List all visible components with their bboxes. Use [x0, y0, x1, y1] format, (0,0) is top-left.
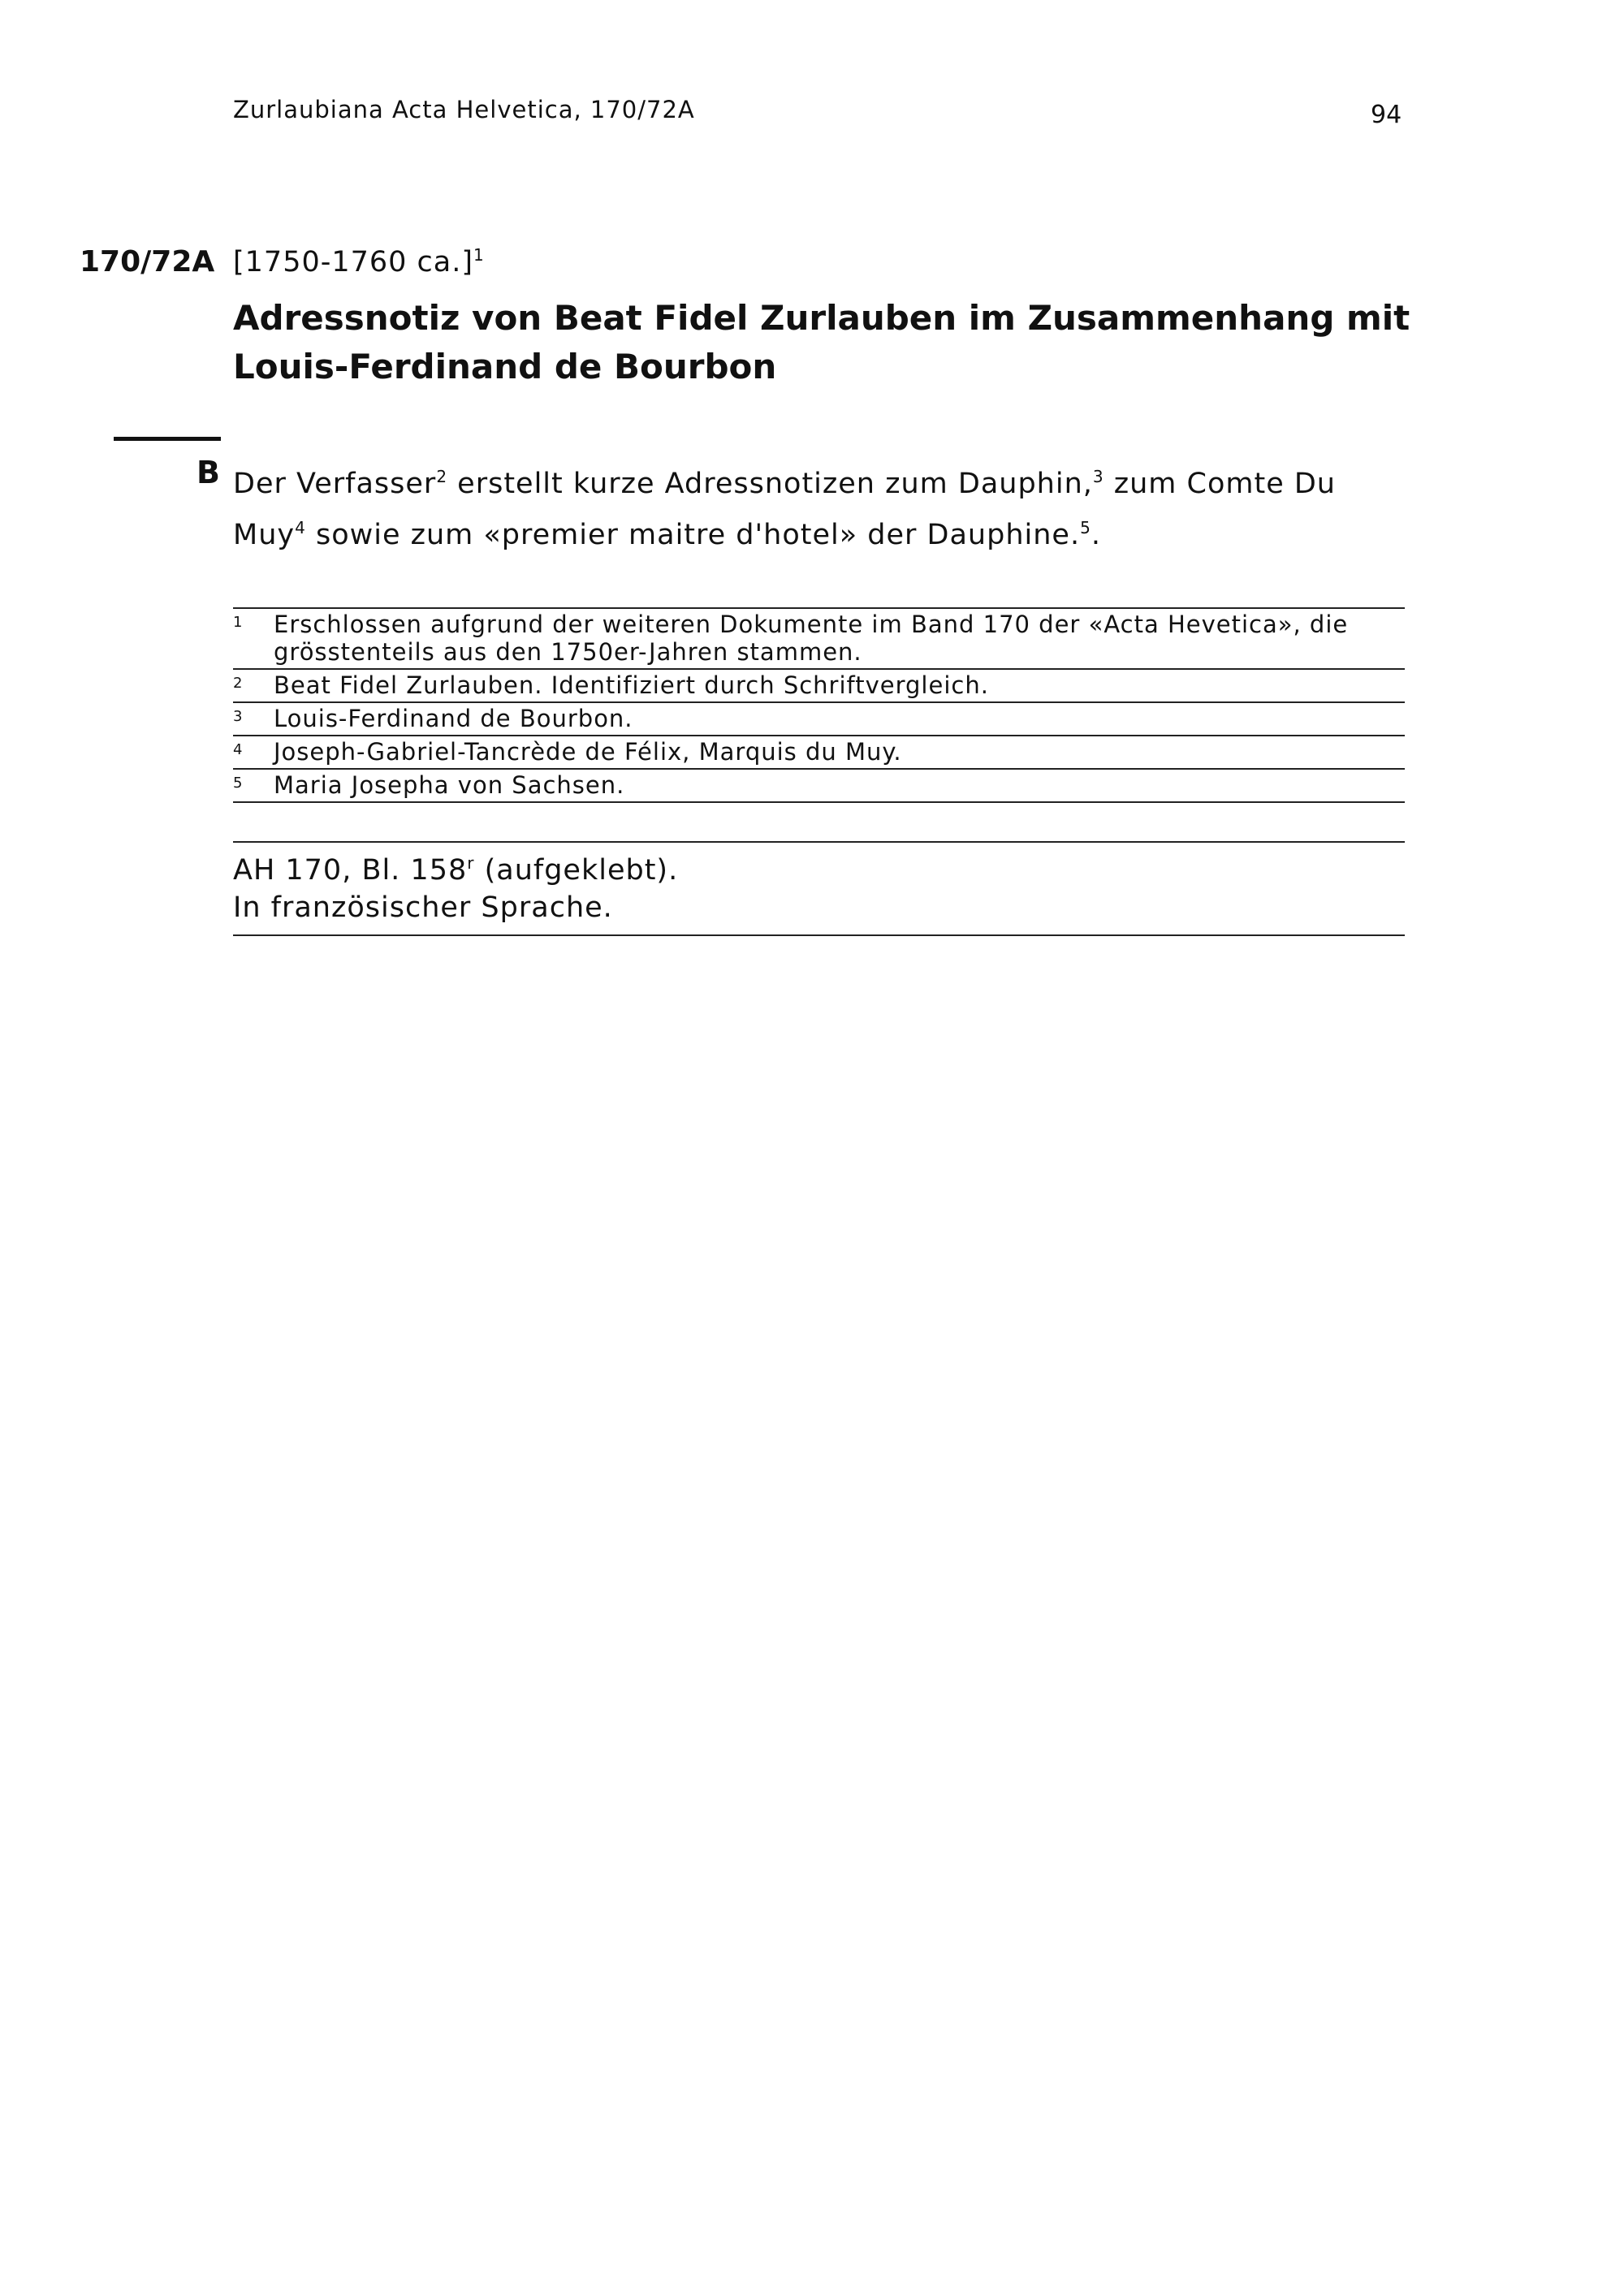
entry-title: Adressnotiz von Beat Fidel Zurlauben im Zusammenhang mit Louis-Ferdinand de Bourbon	[233, 298, 1410, 386]
footnote-text: Maria Josepha von Sachsen.	[274, 771, 625, 799]
summary-segment: Der Verfasser	[233, 468, 437, 500]
entry-date-text: [1750-1760 ca.]	[233, 246, 474, 278]
entry-id: 170/72A	[80, 245, 215, 278]
summary-segment: zum Comte Du Muy	[233, 468, 1336, 551]
footnote-item	[233, 703, 1405, 736]
summary-text	[233, 455, 1410, 557]
footnote-ref-2[interactable]: 2	[436, 467, 448, 486]
footnote-number: 2	[233, 675, 244, 692]
footnote-ref-4[interactable]: 4	[295, 518, 306, 537]
summary-segment: .	[1091, 519, 1101, 551]
page-number: 94	[1371, 101, 1402, 129]
recto-mark: r	[467, 853, 475, 873]
footnote-item	[233, 770, 1405, 803]
summary-segment: sowie zum «premier maitre d'hotel» der Dauphine.	[305, 519, 1081, 551]
summary-segment: erstellt kurze Adressnotizen zum Dauphin,	[447, 468, 1093, 500]
margin-rule	[114, 437, 221, 441]
entry-date	[233, 245, 485, 278]
source-condition: (aufgeklebt).	[474, 854, 679, 887]
footnote-number: 5	[233, 775, 244, 792]
section-marker: B	[197, 455, 220, 490]
footnote-number: 4	[233, 741, 244, 758]
source-language: In französischer Sprache.	[233, 891, 613, 924]
footnote-item	[233, 670, 1405, 703]
running-head: Zurlaubiana Acta Helvetica, 170/72A	[233, 96, 695, 123]
source-block	[233, 841, 1405, 936]
footnote-ref-1[interactable]: 1	[473, 245, 485, 265]
footnote-ref-3[interactable]: 3	[1092, 467, 1104, 486]
footnote-text: Beat Fidel Zurlauben. Identifiziert durch Schriftvergleich.	[274, 671, 989, 699]
footnote-item	[233, 609, 1405, 670]
footnote-ref-5[interactable]: 5	[1080, 518, 1091, 537]
source-shelfmark: AH 170, Bl. 158	[233, 854, 468, 887]
source-reference	[233, 844, 1405, 889]
footnote-list	[233, 607, 1405, 803]
footnote-number: 3	[233, 708, 244, 725]
footnote-number: 1	[233, 614, 244, 631]
footnote-item	[233, 736, 1405, 770]
footnote-text: Louis-Ferdinand de Bourbon.	[274, 705, 633, 732]
footnote-text: Joseph-Gabriel-Tancrède de Félix, Marquis du Muy.	[274, 738, 902, 766]
footnote-text: Erschlossen aufgrund der weiteren Dokumente im Band 170 der «Acta Hevetica», die grösstenteils aus den 1750er-Jahren stammen.	[274, 611, 1349, 666]
